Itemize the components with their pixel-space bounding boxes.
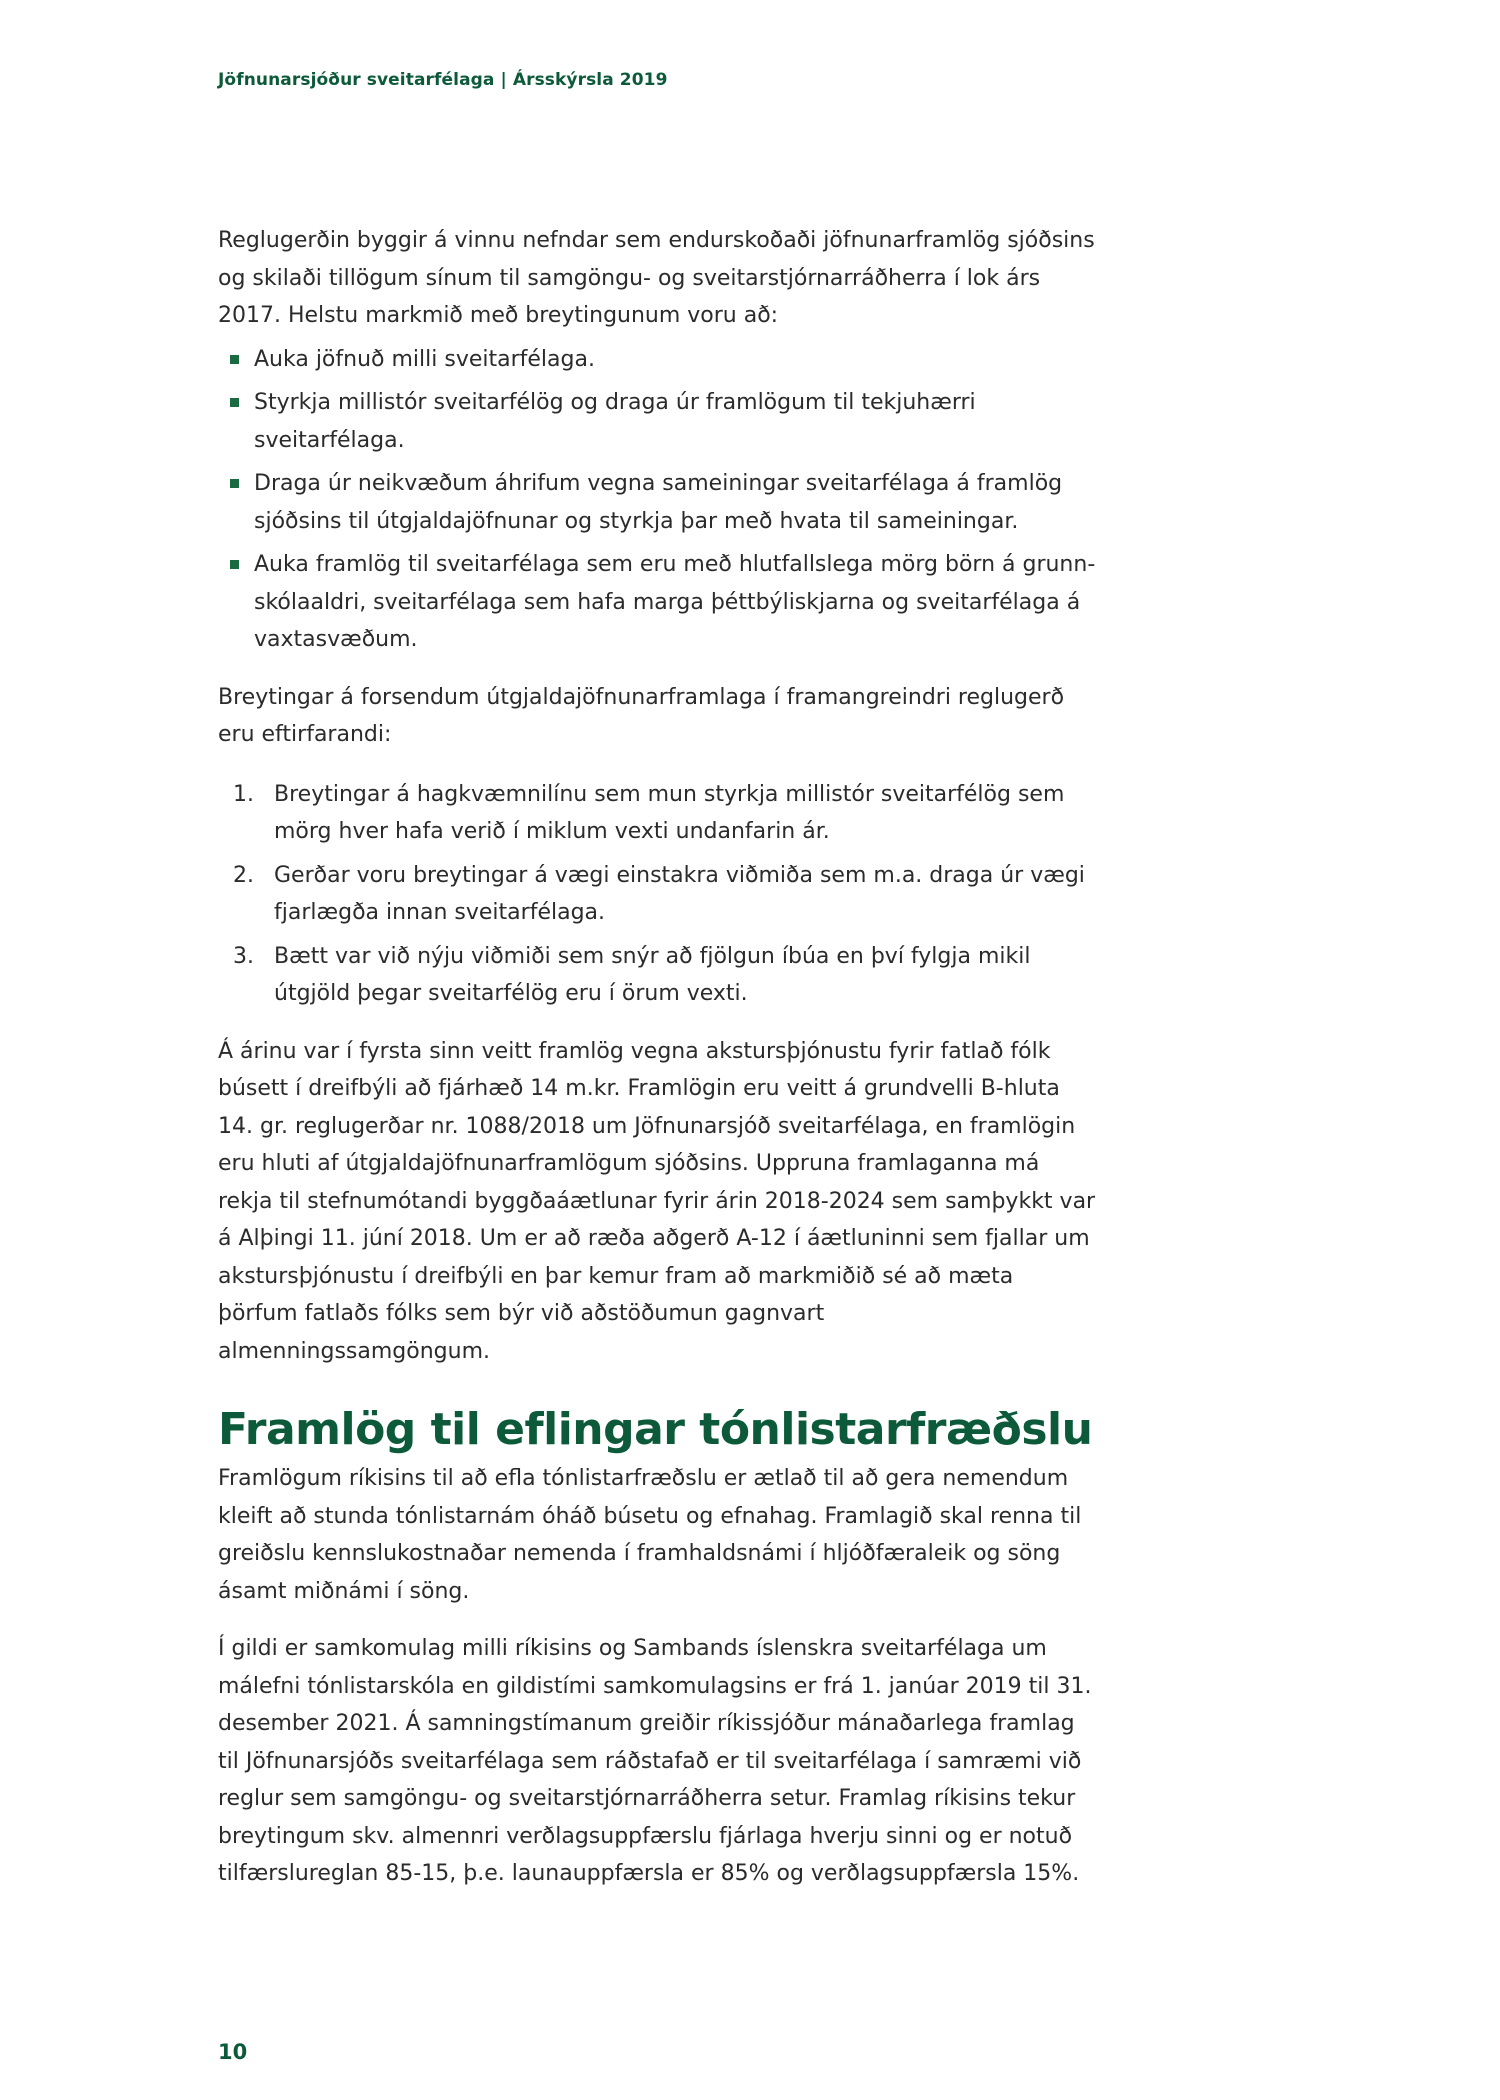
change-item: [218, 857, 1098, 932]
change-text: Gerðar voru breytingar á vægi einstakra viðmiða sem m.a. draga úr vægi fjarlægða innan sveitarfélaga.: [274, 862, 1085, 925]
change-text: Breytingar á hagkvæmnilínu sem mun styrkja millistór sveitarfélög sem mörg hver hafa verið í miklum vexti undanfarin ár.: [274, 781, 1065, 844]
running-header: Jöfnunarsjóður sveitarfélaga | Ársskýrsla 2019: [218, 70, 668, 90]
change-text: Bætt var við nýju viðmiði sem snýr að fjölgun íbúa en því fylgja mikil útgjöld þegar sveitarfélög eru í örum vexti.: [274, 943, 1031, 1006]
goals-list: [218, 341, 1098, 659]
change-number: 2.: [233, 862, 254, 888]
page-number: 10: [218, 2040, 248, 2064]
page-content: [218, 222, 1098, 1913]
change-item: [218, 938, 1098, 1013]
goal-item: Draga úr neikvæðum áhrifum vegna sameiningar sveitarfélaga á framlög sjóðsins til útgjaldajöfnunar og styrkja þar með hvata til sameiningar.: [218, 465, 1098, 540]
transport-paragraph: Á árinu var í fyrsta sinn veitt framlög vegna akstursþjónustu fyrir fatlað fólk búsett í dreifbýli að fjárhæð 14 m.kr. Framlögin eru veitt á grundvelli B-hluta 14. gr. reglugerðar nr. 1088/2018 um Jöfnunarsjóð sveitarfélaga, en framlögin eru hluti af útgjaldajöfnunarframlögum sjóðsins. Uppruna framlaganna má rekja til stefnumótandi byggðaáætlunar fyrir árin 2018-2024 sem samþykkt var á Alþingi 11. júní 2018. Um er að ræða aðgerð A-12 í áætluninni sem fjallar um akstursþjónustu í dreifbýli en þar kemur fram að markmiðið sé að mæta þörfum fatlaðs fólks sem býr við aðstöðumun gagnvart almenningssamgöngum.: [218, 1038, 1096, 1364]
changes-intro-paragraph: Breytingar á forsendum útgjaldajöfnunarframlaga í framangreindri reglugerð eru eftirfarandi:: [218, 684, 1065, 747]
goal-item: Styrkja millistór sveitarfélög og draga úr framlögum til tekjuhærri sveitarfélaga.: [218, 384, 1098, 459]
change-number: 3.: [233, 943, 254, 969]
goal-item: Auka framlög til sveitarfélaga sem eru með hlutfallslega mörg börn á grunnskólaaldri, sveitarfélaga sem hafa marga þéttbýliskjarna og sveitarfélaga á vaxtasvæðum.: [218, 546, 1098, 659]
changes-list: [218, 776, 1098, 1013]
section-title: Framlög til eflingar tónlistarfræðslu: [218, 1404, 1093, 1455]
music-paragraph-1: Framlögum ríkisins til að efla tónlistarfræðslu er ætlað til að gera nemendum kleift að stunda tónlistarnám óháð búsetu og efnahag. Framlagið skal renna til greiðslu kennslukostnaðar nemenda í framhaldsnámi í hljóðfæraleik og söng ásamt miðnámi í söng.: [218, 1466, 1082, 1604]
music-paragraph-2: Í gildi er samkomulag milli ríkisins og Sambands íslenskra sveitarfélaga um málefni tónlistarskóla en gildistími samkomulagsins er frá 1. janúar 2019 til 31. desember 2021. Á samningstímanum greiðir ríkissjóður mánaðarlega framlag til Jöfnunarsjóðs sveitarfélaga sem ráðstafað er til sveitarfélaga í samræmi við reglur sem samgöngu- og sveitarstjórnarráðherra setur. Framlag ríkisins tekur breytingum skv. almennri verðlagsuppfærslu fjárlaga hverju sinni og er notuð tilfærslureglan 85-15, þ.e. launauppfærsla er 85% og verðlagsuppfærsla 15%.: [218, 1636, 1092, 1886]
change-item: [218, 776, 1098, 851]
goal-item: Auka jöfnuð milli sveitarfélaga.: [218, 341, 1098, 379]
change-number: 1.: [233, 781, 254, 807]
intro-paragraph: Reglugerðin byggir á vinnu nefndar sem endurskoðaði jöfnunarframlög sjóðsins og skilaði tillögum sínum til samgöngu- og sveitarstjórnarráðherra í lok árs 2017. Helstu markmið með breytingunum voru að:: [218, 228, 1095, 328]
